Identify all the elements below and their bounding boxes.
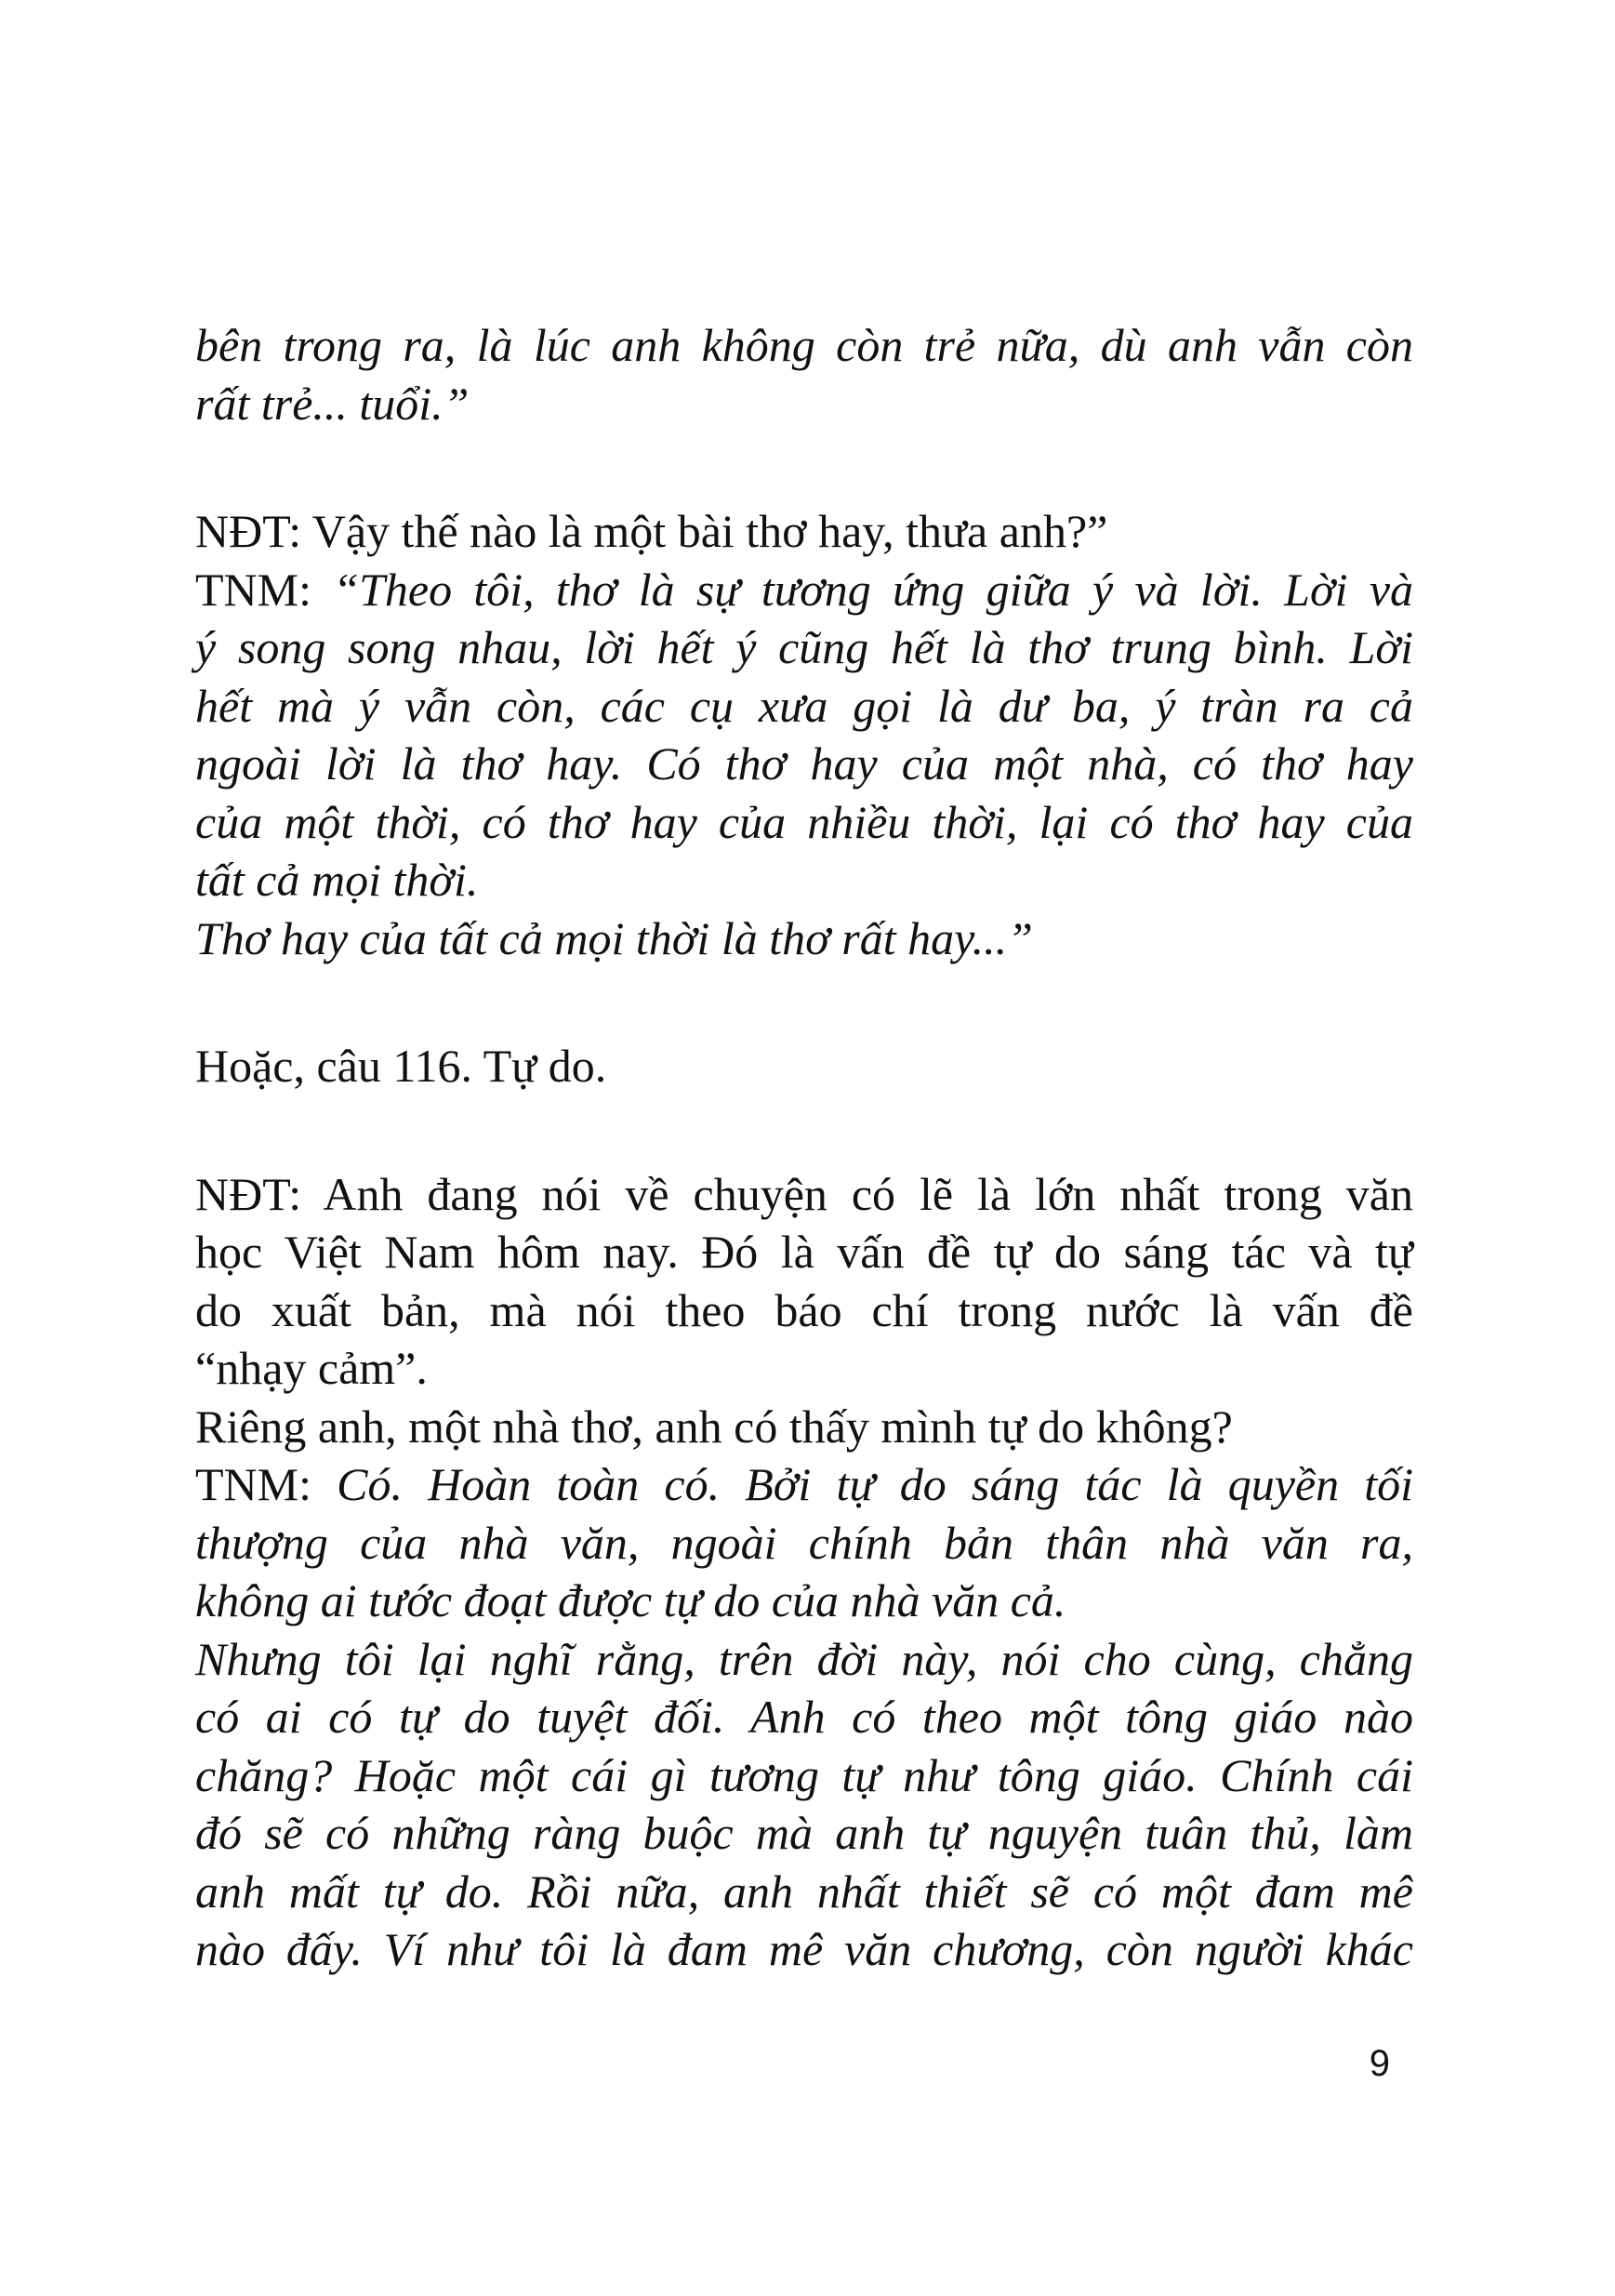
speaker-text: “Theo tôi, thơ là sự tương ứng giữa ý và lời. Lời và [333, 563, 1414, 616]
text-line: hết mà ý vẫn còn, các cụ xưa gọi là dư ba, ý tràn ra cả [195, 679, 1413, 732]
text-line: ngoài lời là thơ hay. Có thơ hay của một nhà, có thơ hay [195, 737, 1413, 790]
speaker-text: Có. Hoàn toàn có. Bởi tự do sáng tác là quyền tối [337, 1458, 1413, 1510]
text-line: “nhạy cảm”. [195, 1342, 428, 1394]
text-line: anh mất tự do. Rồi nữa, anh nhất thiết sẽ có một đam mê [195, 1865, 1413, 1918]
page-body [195, 316, 1413, 1979]
speaker-label: TNM: [195, 563, 311, 616]
text-line: do xuất bản, mà nói theo báo chí trong nước là vấn đề [195, 1283, 1413, 1336]
text-line: NĐT: Vậy thế nào là một bài thơ hay, thưa anh?” [195, 505, 1108, 557]
text-line: nào đấy. Ví như tôi là đam mê văn chương, còn người khác [195, 1923, 1413, 1975]
text-line: tất cả mọi thời. [195, 854, 479, 906]
text-line: của một thời, có thơ hay của nhiều thời, lại có thơ hay của [195, 795, 1413, 848]
text-line: ý song song nhau, lời hết ý cũng hết là thơ trung bình. Lời [195, 621, 1413, 673]
text-line [195, 1455, 1413, 1514]
text-line: NĐT: Anh đang nói về chuyện có lẽ là lớn nhất trong văn [195, 1167, 1413, 1220]
text-line: không ai tước đoạt được tự do của nhà văn cả. [195, 1574, 1066, 1626]
text-line: Riêng anh, một nhà thơ, anh có thấy mình tự do không? [195, 1400, 1233, 1453]
text-line: chăng? Hoặc một cái gì tương tự như tông giáo. Chính cái [195, 1748, 1413, 1801]
text-line: Nhưng tôi lại nghĩ rằng, trên đời này, nói cho cùng, chẳng [195, 1632, 1413, 1685]
page-number: 9 [1369, 2043, 1390, 2084]
text-line [195, 561, 1413, 619]
text-line: bên trong ra, là lúc anh không còn trẻ nữa, dù anh vẫn còn [195, 319, 1413, 371]
text-line: đó sẽ có những ràng buộc mà anh tự nguyện tuân thủ, làm [195, 1807, 1413, 1859]
text-line: rất trẻ... tuổi.” [195, 377, 470, 430]
text-line: Thơ hay của tất cả mọi thời là thơ rất hay...” [195, 911, 1033, 964]
speaker-label: TNM: [195, 1458, 311, 1510]
text-line: có ai có tự do tuyệt đối. Anh có theo một tông giáo nào [195, 1691, 1413, 1743]
text-line: thượng của nhà văn, ngoài chính bản thân nhà văn ra, [195, 1516, 1413, 1569]
text-line: Hoặc, câu 116. Tự do. [195, 1040, 607, 1092]
text-line: học Việt Nam hôm nay. Đó là vấn đề tự do sáng tác và tự [195, 1226, 1413, 1278]
